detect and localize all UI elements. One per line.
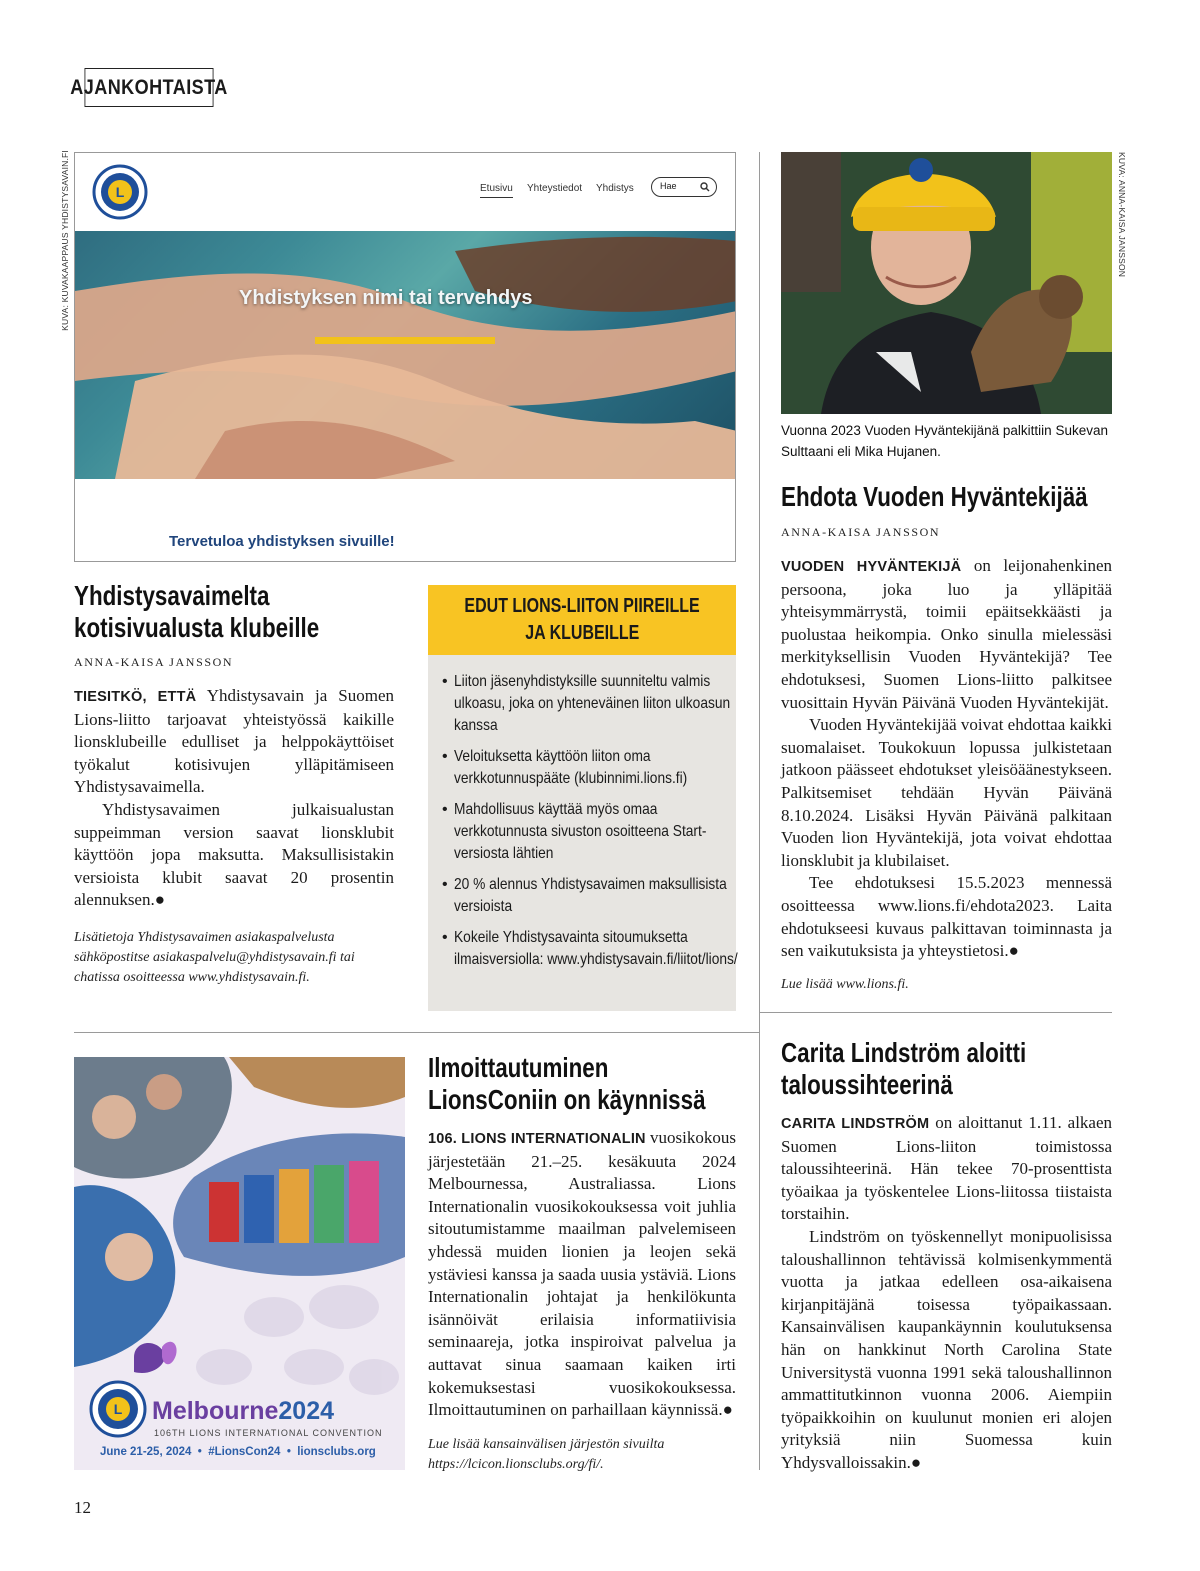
article-body (428, 1127, 736, 1422)
hands-image (75, 231, 735, 479)
article-title-line: Ilmoittautuminen (428, 1052, 609, 1083)
article-lead: VUODEN HYVÄNTEKIJÄ (781, 559, 962, 575)
article-lionscon (428, 1052, 828, 1116)
section-tag: AJANKOHTAISTA (85, 68, 214, 107)
benefits-item: • Veloituksetta käyttöön liiton oma verkkotunnuspääte (klubinnimi.lions.fi) (442, 746, 732, 790)
article-paragraph: on aloittanut 1.11. alkaen Suomen Lions-liiton toimistossa taloussihteerinä. Hän tekee 70-prosenttista työaikaa ja työskentelee Lions-liitossa tiistaista torstaihin. (781, 1113, 1113, 1224)
article-title-line: taloussihteerinä (781, 1069, 953, 1100)
page-number: 12 (74, 1498, 91, 1517)
lions-logo-icon (88, 1379, 148, 1439)
benefits-item: • Liiton jäsenyhdistyksille suunniteltu valmis ulkoasu, joka on yhteneväinen liiton ulkoasun kanssa (442, 671, 732, 737)
article-paragraph: Yhdistysavaimen julkaisualustan suppeimman version saavat lionsklubit käyttöön jopa maksutta. Maksullisistakin versioista klubit saavat 20 prosentin alennuksen.● (74, 799, 394, 910)
lions-logo-icon (91, 163, 149, 221)
article-title: Ehdota Vuoden Hyväntekijää (781, 481, 1088, 512)
article-byline: ANNA-KAISA JANSSON (781, 525, 941, 539)
article-title-line: Carita Lindström aloitti (781, 1037, 1027, 1068)
article-note: Lue lisää kansainvälisen järjestön sivuilta https://lcicon.lionsclubs.org/fi/. (428, 1437, 665, 1472)
article-paragraph: vuosikokous järjestetään 21.–25. kesäkuuta 2024 Melbournessa, Australiassa. Lions Internationalin vuosikokouksessa voit juhlia sitoutumistamme maailman palvelemiseen yhdessä muiden lionien ja leojen sekä ystäviesi kanssa ja saada uusia ystäviä. Lions Internationalin johtajat ja henkilökunta isännöivät erilaisia informatiivisia seminaareja, jotka inspiroivat palvelua ja auttavat sinua saamaan kaiken irti kokemuksestasi vuosikokouksessa. Ilmoittautuminen on parhaillaan käynnissä.● (428, 1128, 737, 1420)
hero-title: Yhdistyksen nimi tai tervehdys (239, 287, 533, 309)
benefits-item: • 20 % alennus Yhdistysavaimen maksullisista versioista (442, 874, 732, 918)
article-hyvantekija (781, 481, 1181, 513)
poster-subtitle: 106TH LIONS INTERNATIONAL CONVENTION (154, 1428, 383, 1438)
article-body (74, 685, 394, 912)
article-paragraph: Tee ehdotuksesi 15.5.2023 mennessä osoitteessa www.lions.fi/ehdota2023. Laita ehdotukseesi kuvaus palkittavan toiminnasta ja sen vaikutuksista ja yhteystietosi.● (781, 873, 1112, 961)
benefits-box-heading (428, 585, 736, 655)
svg-text:L: L (113, 1401, 123, 1417)
section-divider-right (760, 1012, 1112, 1013)
article-lead: CARITA LINDSTRÖM (781, 1116, 930, 1132)
hero-accent-bar (315, 337, 495, 344)
article-note: Lue lisää www.lions.fi. (781, 977, 909, 992)
benefits-item: • Kokeile Yhdistysavainta sitoumuksetta ilmaisversiolla: www.yhdistysavain.fi/liitot/lions/ (442, 927, 732, 971)
photo-award-winner (781, 152, 1112, 414)
benefits-heading-line: EDUT LIONS-LIITON PIIREILLE (464, 595, 700, 617)
article-body (781, 555, 1112, 963)
article-title (74, 580, 410, 644)
article-title-line: LionsConiin on käynnissä (428, 1084, 706, 1115)
section-divider-left (74, 1032, 760, 1033)
article-paragraph: Lindström on työskennellyt monipuolisissa taloushallinnon tehtävissä kolmisenkymmentä vuotta ja jatkaa edelleen osa-aikaisena kirjanpitäjänä toisessa työpaikassaan. Kansainvälisen kaupankäynnin koulutuksensa hän on hankkinut North Carolina State Universitystä vuonna 1991 sekä taloushallinnon ammattitutkinnon vuonna 2006. Aiempiin työpaikkoihin on kuulunut monien eri alojen yrityksiä niin Suomessa kuin Yhdysvalloissakin.● (781, 1226, 1112, 1472)
article-title (428, 1052, 748, 1116)
article-paragraph: Vuoden Hyväntekijää voivat ehdottaa kaikki suomalaiset. Toukokuun lopussa julkistetaan jatkoon päässeet ehdotukset yleisöäänestykseen. Palkitsemiset tehdään Hyvän Päivänä 8.10.2024. Lisäksi Hyvän Päivänä palkitaan Vuoden lion Hyväntekijä, jota voivat ehdottaa lionsklubit ja klubilaiset. (781, 715, 1112, 870)
website-welcome: Tervetuloa yhdistyksen sivuille! (169, 533, 395, 550)
photo-credit-left: KUVA: KUVAKAAPPAUS YHDISTYSAVAIN.FI (60, 150, 70, 331)
article-title (781, 1037, 1101, 1101)
nav-link-home[interactable]: Etusivu (480, 183, 513, 198)
article-lead: TIESITKÖ, ETTÄ (74, 689, 197, 705)
photo-caption: Vuonna 2023 Vuoden Hyväntekijänä palkittiin Sukevan Sulttaani eli Mika Hujanen. (781, 423, 1108, 459)
poster-footer: June 21-25, 2024 • #LionsCon24 • lionsclubs.org (100, 1446, 376, 1458)
article-title-line: kotisivualusta klubeille (74, 612, 320, 643)
nav-link-association[interactable]: Yhdistys (596, 183, 634, 194)
poster-title-year: 2024 (278, 1397, 335, 1425)
website-navbar (75, 153, 735, 231)
search-input[interactable] (651, 177, 717, 197)
poster-title (152, 1397, 334, 1426)
lionscon-poster (74, 1057, 405, 1470)
award-winner-illustration (781, 152, 1112, 414)
benefits-heading-line: JA KLUBEILLE (524, 622, 640, 644)
photo-credit-right: KUVA: ANNA-KAISA JANSSON (1117, 152, 1127, 278)
article-lead: 106. LIONS INTERNATIONALIN (428, 1131, 646, 1147)
website-hero-image (75, 231, 735, 479)
article-paragraph: on leijonahenkinen persoona, joka luo ja ylläpitää yhteisymmärrystä, toimii epäitsekkäästi ja puolustaa heikompia. Onko sinulla mielessäsi merkityksellisin Vuoden Hyväntekijä? Tee ehdotuksesi, Suomen Lions-liitto palkitsee vuosittain Hyvän Päivänä Vuoden Hyväntekijät. (781, 556, 1112, 712)
search-placeholder: Hae (660, 181, 677, 191)
article-title-line: Yhdistysavaimelta (74, 580, 270, 611)
website-screenshot (74, 152, 736, 562)
column-divider (759, 152, 760, 1470)
poster-title-city: Melbourne (152, 1397, 279, 1425)
article-byline: ANNA-KAISA JANSSON (74, 655, 234, 669)
article-paragraph: Yhdistysavain ja Suomen Lions-liitto tarjoavat yhteistyössä kaikille lionsklubeille edulliset ja helppokäyttöiset työkalut kotisivujen ylläpitämiseen Yhdistysavaimella. (74, 686, 394, 797)
benefits-box (428, 655, 736, 1011)
search-icon (700, 182, 710, 192)
benefits-item: • Mahdollisuus käyttää myös omaa verkkotunnusta sivuston osoitteena Start-versiosta lähtien (442, 799, 732, 865)
nav-link-contact[interactable]: Yhteystiedot (527, 183, 583, 194)
article-lindstrom (781, 1037, 1181, 1101)
article-body (781, 1112, 1112, 1475)
benefits-list (442, 671, 738, 980)
svg-text:L: L (115, 184, 125, 200)
article-note: Lisätietoja Yhdistysavaimen asiakaspalvelusta sähköpostitse asiakaspalvelu@yhdistysavain.fi tai chatissa osoitteessa www.yhdistysavain.fi. (74, 930, 355, 985)
